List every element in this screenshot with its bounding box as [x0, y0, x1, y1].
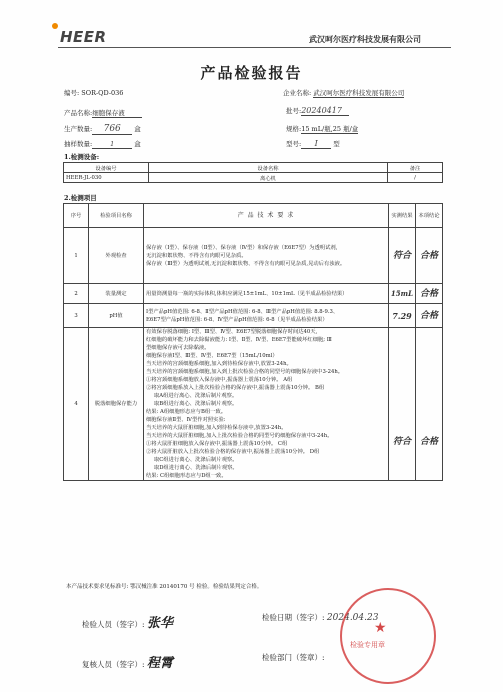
section-devices-title: 1.检测设备:: [64, 153, 100, 161]
table-row: [64, 284, 443, 304]
letterhead-rule: [58, 47, 451, 48]
reviewer-label: 复核人员（签字）:: [82, 660, 145, 669]
product-value: 细胞保存液: [92, 108, 142, 118]
req-line: 当天培养的宫颈细胞系细胞,加入到上批次检验合格的同型号的细胞保存液中3-24h。: [146, 369, 344, 375]
enterprise-value: 武汉呵尔医疗科技发展有限公司: [313, 89, 405, 97]
letterhead-company: 武汉呵尔医疗科技发展有限公司: [309, 34, 421, 44]
date-label: 检验日期（签字）:: [262, 613, 325, 622]
items-header-name: 检验项目名称: [89, 204, 144, 228]
row-no: 1: [64, 228, 89, 284]
row-no: 4: [64, 328, 89, 481]
req-line: ①将大鼠肝脏细胞放入保存液中,振荡器上震荡10分钟。 C组: [146, 441, 288, 447]
row-result: 符合: [388, 328, 415, 481]
sample-qty-label: 抽样数量:: [64, 140, 93, 148]
device-name: 离心机: [149, 173, 388, 183]
req-line: 保存液（Ⅰ型）、保存液（Ⅱ型）、保存液（Ⅳ型）和保存液（E6E7型）为透明试剂,: [146, 244, 338, 251]
req-line: 当天培养的宫颈细胞系细胞,加入到待检保存液中,放置3-24h。: [146, 361, 292, 367]
req-line: 无沉淀和絮状物、不得含有肉眼可见杂质。: [146, 252, 247, 259]
items-header-no: 序号: [64, 204, 89, 228]
device-id: HEER-JL-030: [64, 173, 149, 183]
number-label: 编号:: [64, 89, 80, 97]
meta-product: [64, 108, 142, 118]
meta-prod-qty: [64, 124, 141, 135]
items-header-row: [64, 204, 443, 228]
footnote: 本产品技术要求见标准号: 鄂汉械注准 20140170 号 检验。检验结果判定合格。: [66, 584, 263, 590]
section-items-title: 2.检测项目: [64, 194, 97, 202]
req-line: 有效保存脱落细胞: Ⅰ型、Ⅲ型、Ⅳ型、E6E7型脱落细胞保存时间达40天,: [146, 329, 318, 335]
items-header-req: 产 品 技 术 要 求: [144, 204, 389, 228]
req-line: 取D组进行离心、洗涤后制片观察。: [154, 465, 238, 471]
req-line: 结果: A组细胞形态应与B组一致。: [146, 409, 227, 415]
row-result: 符合: [388, 228, 415, 284]
model-unit: 型: [333, 140, 340, 148]
req-line: Ⅰ型产品pH值范围: 6-8、Ⅱ型产品pH值范围: 6-8、Ⅲ型产品pH值范围: 8.8-9.3、: [146, 308, 339, 315]
devices-header-id: 设备编号: [64, 163, 149, 173]
req-line: 保存液（Ⅲ型）为透明试剂,无沉淀和絮状物、不得含有肉眼可见杂质,晃动后有浊液。: [146, 260, 346, 267]
batch-value: 20240417: [301, 106, 349, 116]
row-verdict: 合格: [416, 284, 443, 304]
sample-qty-value: 1: [92, 140, 132, 149]
device-note: /: [388, 173, 443, 183]
table-row: [64, 173, 443, 183]
row-verdict: 合格: [416, 304, 443, 328]
req-line: 细胞保存液Ⅰ型、Ⅲ型、Ⅳ型、E6E7型（15mL/10ml）: [146, 353, 278, 359]
row-result: 15mL: [388, 284, 415, 304]
req-line: E6E7型产品pH值范围: 6-8、Ⅳ型产品pH值范围: 6-8（见半成品检验结果）: [146, 316, 328, 323]
dept-stamp-line: [262, 652, 325, 663]
row-verdict: 合格: [416, 228, 443, 284]
row-no: 2: [64, 284, 89, 304]
row-requirement: [144, 328, 389, 481]
number-value: SOR-QD-036: [81, 89, 124, 97]
row-result: 7.29: [388, 304, 415, 328]
prod-qty-unit: 盒: [134, 125, 141, 133]
prod-qty-value: 766: [92, 124, 132, 135]
spec-label: 规格:: [286, 125, 302, 133]
meta-sample-qty: [64, 139, 141, 149]
reviewer-signature: 程霄: [146, 656, 173, 671]
req-line: ①将宫颈细胞系细胞放入保存液中,振荡器上震荡10分钟。 A组: [146, 377, 293, 383]
date-value: 2024.04.23: [326, 613, 379, 623]
items-table: [63, 203, 443, 481]
devices-header-name: 设备名称: [149, 163, 388, 173]
row-name: pH值: [89, 304, 144, 328]
meta-enterprise: [283, 88, 404, 98]
req-line: 红细胞的破坏能力和去除黏液能力: Ⅰ型、Ⅱ型、Ⅳ型、E6E7型能破坏红细胞; Ⅲ: [146, 337, 332, 343]
meta-batch: [286, 106, 349, 116]
devices-table: [63, 162, 443, 183]
logo-dot-icon: [52, 23, 58, 29]
req-line: 取A组进行离心、洗涤后制片观察。: [154, 393, 238, 399]
table-row: [64, 304, 443, 328]
row-requirement: [144, 304, 389, 328]
req-line: ②将宫颈细胞系放入上批次检验合格的保存液中,振荡器上震荡10分钟。 B组: [146, 385, 325, 391]
enterprise-label: 企业名称:: [283, 89, 312, 97]
row-no: 3: [64, 304, 89, 328]
req-line: 取C组进行离心、洗涤后制片观察。: [154, 457, 238, 463]
spec-value: 15 mL/瓶,25 瓶/盒: [301, 125, 359, 133]
model-label: 型号:: [286, 140, 302, 148]
meta-spec: [286, 124, 358, 134]
req-line: 用量筒测量每一瓶的实际体积,体积应满足15±1mL、10±1mL（见半成品检验结果）: [146, 290, 348, 297]
row-name: 外观检查: [89, 228, 144, 284]
req-line: 结果: C组细胞形态应与D组一致。: [146, 473, 227, 479]
inspector-label: 检验人员（签字）:: [82, 620, 145, 629]
row-name: 脱落细胞保存能力: [89, 328, 144, 481]
red-seal-stamp: [340, 588, 436, 684]
inspector-signature-line: [82, 612, 173, 631]
row-name: 装量测定: [89, 284, 144, 304]
req-line: ②将大鼠肝脏放入上批次检验合格的保存液中,振荡器上震荡10分钟。 D组: [146, 449, 320, 455]
items-header-result: 实测结果: [388, 204, 415, 228]
batch-label: 批号:: [286, 107, 302, 115]
table-row: [64, 228, 443, 284]
items-header-verdict: 本项结论: [416, 204, 443, 228]
product-label: 产品名称:: [64, 109, 93, 117]
devices-header-note: 备注: [388, 163, 443, 173]
meta-number: [64, 88, 123, 97]
model-value: I: [301, 139, 331, 149]
seal-star-icon: ★: [374, 620, 387, 636]
devices-header-row: [64, 163, 443, 173]
req-line: 取B组进行离心、洗涤后制片观察。: [154, 401, 238, 407]
sample-qty-unit: 盒: [134, 140, 141, 148]
reviewer-signature-line: [82, 652, 173, 671]
inspector-signature: 张华: [146, 616, 173, 631]
prod-qty-label: 生产数量:: [64, 125, 93, 133]
req-line: 型细胞保存液可去除黏液。: [146, 345, 210, 351]
page-title: 产品检验报告: [200, 64, 303, 82]
row-requirement: [144, 228, 389, 284]
logo: [60, 28, 107, 46]
dept-label: 检验部门（签章）:: [262, 653, 325, 662]
meta-model: [286, 139, 340, 149]
req-line: 细胞保存液Ⅱ型、Ⅳ型作对照实验:: [146, 417, 226, 423]
row-requirement: [144, 284, 389, 304]
req-line: 当天培养的大鼠肝脏细胞,加入上批次检验合格的同型号的细胞保存液中3-24h。: [146, 433, 333, 439]
row-verdict: 合格: [416, 328, 443, 481]
letterhead: [0, 0, 503, 50]
req-line: 当天培养的大鼠肝脏细胞,加入到待检保存液中,放置3-24h。: [146, 425, 287, 431]
table-row: [64, 328, 443, 481]
logo-text: HEER: [60, 28, 107, 46]
stamp-text: 检验专用章: [350, 641, 385, 649]
